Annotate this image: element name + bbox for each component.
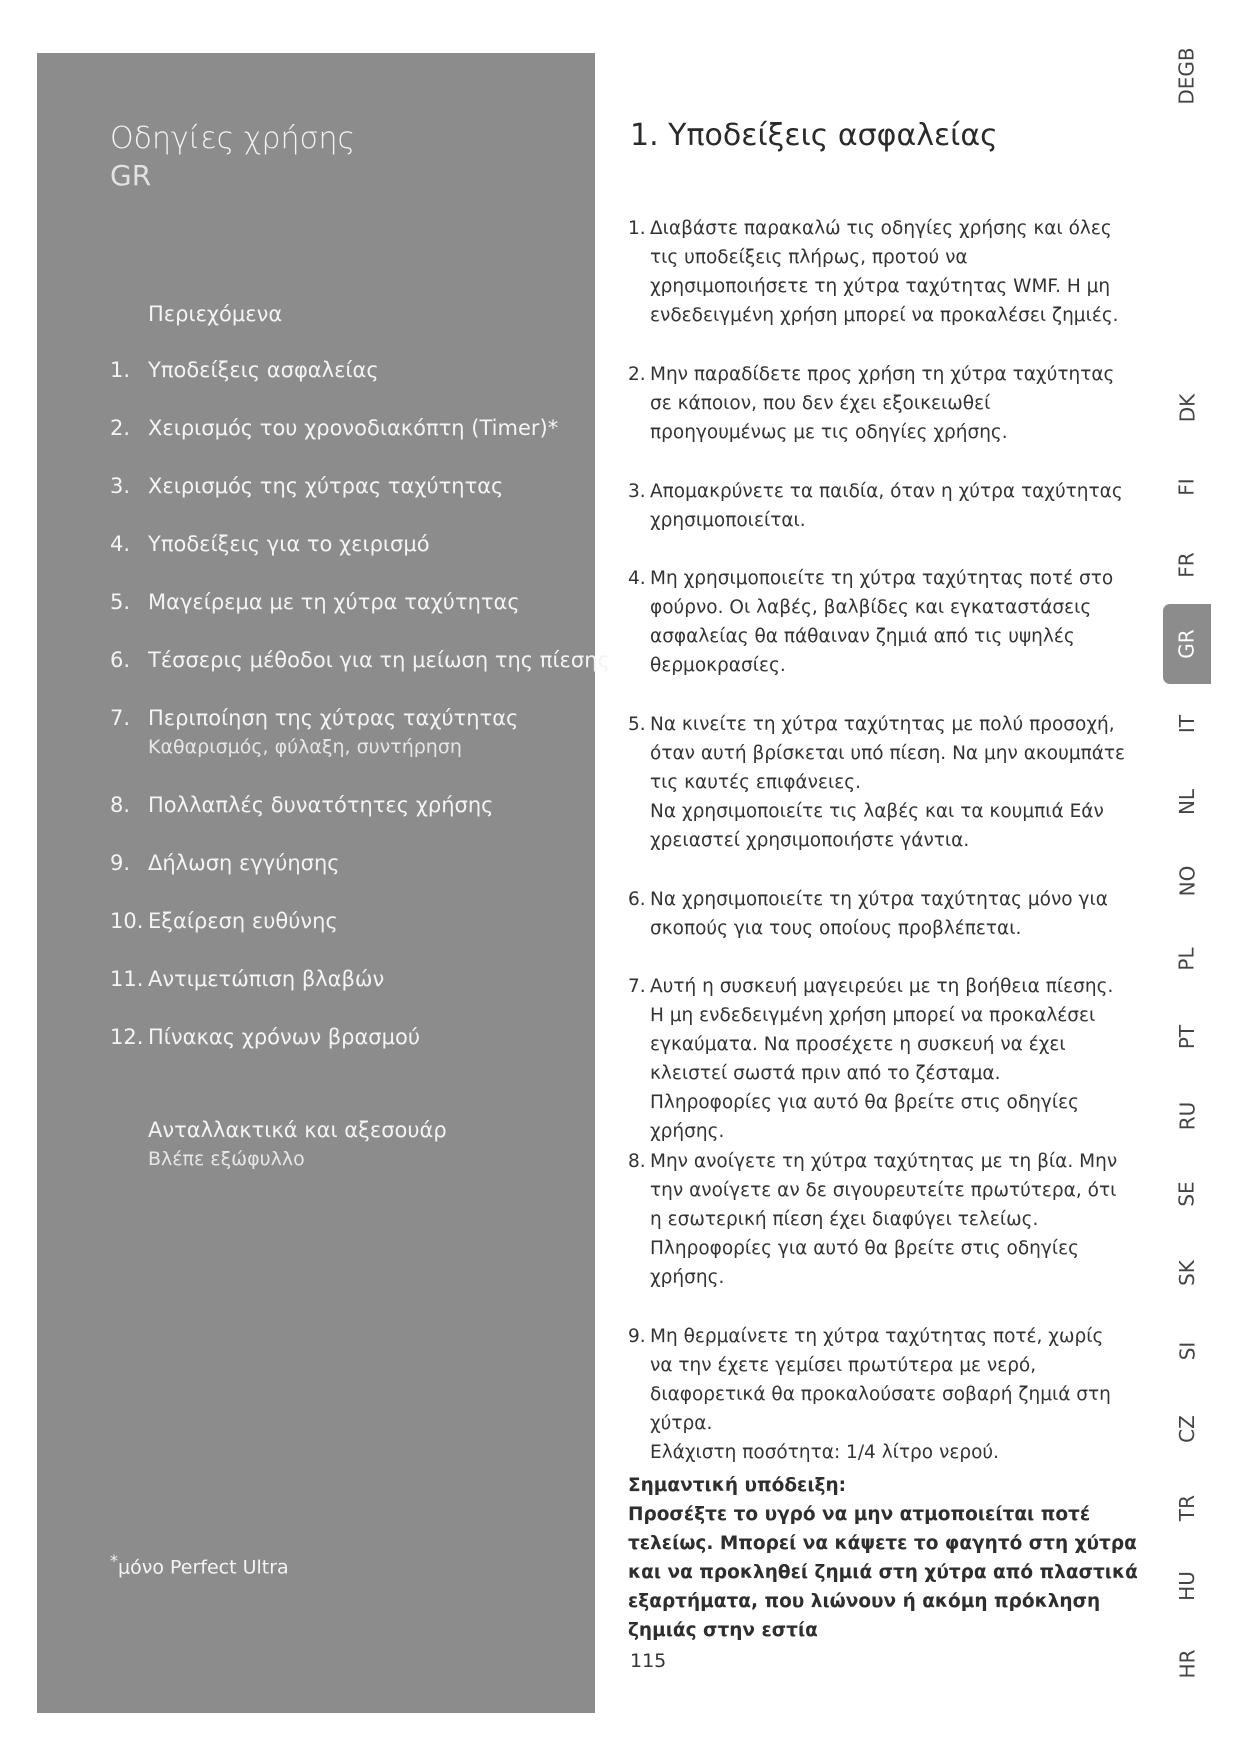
language-tab-label: NL [1174,788,1199,816]
language-tab-label: FI [1175,478,1199,496]
language-tab-nl[interactable] [1163,778,1211,826]
instruction-item [628,972,1128,1146]
language-tab-label: NO [1174,865,1199,897]
toc-item[interactable] [110,648,610,672]
accessories-reference: Βλέπε εξώφυλλο [148,1148,305,1170]
language-tab-label: GR [1175,629,1199,659]
toc-item[interactable] [110,706,518,730]
instruction-text: Μην ανοίγετε τη χύτρα ταχύτητας με τη βία. Μην την ανοίγετε αν δε σιγουρευτείτε πρωτύτερα, ότι η εσωτερική πίεση έχει διαφύγει τελείως. [650,1151,1118,1230]
language-tab-gr[interactable] [1163,604,1211,684]
toc-item[interactable] [110,416,558,440]
language-tab-sk[interactable] [1163,1249,1211,1297]
language-tab-label: SK [1175,1260,1199,1286]
toc-item-label: Εξαίρεση ευθύνης [148,909,338,933]
language-tab-tr[interactable] [1163,1484,1211,1532]
language-tab-hr[interactable] [1163,1640,1211,1688]
toc-item-subtitle: Καθαρισμός, φύλαξη, συντήρηση [148,736,462,758]
toc-item-number: 3. [110,474,131,498]
language-tab-dk[interactable] [1163,384,1211,432]
instruction-number: 8. [628,1151,646,1172]
toc-item[interactable] [110,1025,420,1049]
language-tab-label: PL [1174,947,1199,971]
language-tab-label: PT [1175,1024,1199,1050]
toc-item[interactable] [110,590,520,614]
toc-item-label: Πίνακας χρόνων βρασμού [148,1025,420,1049]
language-tab-pt[interactable] [1163,1013,1211,1061]
language-tab-degb[interactable] [1163,47,1211,105]
instruction-item [628,564,1128,680]
instruction-item [628,885,1128,943]
toc-item-label: Υποδείξεις για το χειρισμό [148,532,430,556]
toc-item[interactable] [110,909,338,933]
instruction-number: 9. [628,1326,646,1347]
footnote [110,1551,289,1578]
instruction-text: Αυτή η συσκευή μαγειρεύει με τη βοήθεια πίεσης. Η μη ενδεδειγμένη χρήση μπορεί να προκαλέσει εγκαύματα. Να προσέχετε η συσκευή να έχει κλειστεί σωστά πριν από το ζέσταμα. Πληροφορίες για αυτό θα βρείτε στις οδηγίες χρήσης. [650,976,1114,1142]
instruction-number: 1. [628,218,646,239]
language-tab-ru[interactable] [1163,1092,1211,1140]
instruction-number: 4. [628,568,646,589]
instruction-text: Διαβάστε παρακαλώ τις οδηγίες χρήσης και όλες τις υποδείξεις πλήρως, προτού να χρησιμοποιήσετε τη χύτρα ταχύτητας WMF. Η μη ενδεδειγμένη χρήση μπορεί να προκαλέσει ζημιές. [650,218,1119,326]
toc-item[interactable] [110,851,340,875]
important-note [628,1471,1138,1645]
instruction-item [628,477,1128,535]
toc-heading: Περιεχόμενα [148,302,283,326]
toc-item[interactable] [110,793,494,817]
instruction-number: 5. [628,714,646,735]
instruction-item [628,360,1128,447]
language-tab-cz[interactable] [1163,1405,1211,1453]
instruction-item [628,1147,1128,1292]
toc-item-number: 9. [110,851,131,875]
toc-item-number: 10. [110,909,144,933]
toc-item[interactable] [110,967,384,991]
contents-panel [37,53,610,1713]
toc-item-label: Τέσσερις μέθοδοι για τη μείωση της πίεσης [148,648,610,672]
toc-item-number: 1. [110,358,131,382]
toc-item-label: Υποδείξεις ασφαλείας [148,358,379,382]
language-tab-hu[interactable] [1163,1562,1211,1610]
important-note-title: Σημαντική υπόδειξη: [628,1475,847,1496]
toc-item-label: Πολλαπλές δυνατότητες χρήσης [148,793,494,817]
page-number: 115 [630,1650,667,1672]
toc-item-label: Αντιμετώπιση βλαβών [148,967,385,991]
language-tab-label: CZ [1174,1415,1199,1443]
accessories-heading: Ανταλλακτικά και αξεσουάρ [148,1118,447,1142]
toc-item[interactable] [110,532,430,556]
instruction-number: 7. [628,976,646,997]
instruction-text-continued: Να χρησιμοποιείτε τις λαβές και τα κουμπιά Εάν χρειαστεί χρησιμοποιήστε γάντια. [650,801,1104,851]
instruction-number: 2. [628,364,646,385]
toc-item-number: 4. [110,532,131,556]
language-tab-label: DK [1174,393,1199,423]
language-tab-label: SE [1175,1181,1199,1207]
footnote-mark: * [110,1551,118,1570]
instruction-item [628,214,1128,330]
language-tab-se[interactable] [1163,1170,1211,1218]
toc-item-number: 8. [110,793,131,817]
toc-item-label: Μαγείρεμα με τη χύτρα ταχύτητας [148,590,520,614]
language-tab-fr[interactable] [1163,541,1211,589]
instruction-number: 6. [628,889,646,910]
important-note-text: Προσέξτε το υγρό να μην ατμοποιείται ποτέ τελείως. Μπορεί να κάψετε το φαγητό στη χύτρα και να προκληθεί ζημιά στη χύτρα από πλαστικά εξαρτήματα, που λιώνουν ή ακόμη πρόκληση ζημιάς στην εστία [628,1504,1138,1641]
language-tab-label: DEGB [1175,47,1200,105]
toc-item-label: Χειρισμός του χρονοδιακόπτη (Timer)* [148,416,559,440]
toc-item-label: Χειρισμός της χύτρας ταχύτητας [148,474,504,498]
toc-item-number: 2. [110,416,131,440]
document-title: Οδηγίες χρήσης [110,121,356,156]
instruction-text: Μην παραδίδετε προς χρήση τη χύτρα ταχύτητας σε κάποιον, που δεν έχει εξοικειωθεί προηγουμένως με τις οδηγίες χρήσης. [650,364,1115,443]
language-tab-pl[interactable] [1163,935,1211,983]
instruction-text: Μη θερμαίνετε τη χύτρα ταχύτητας ποτέ, χωρίς να την έχετε γεμίσει πρωτύτερα με νερό, διαφορετικά θα προκαλούσατε σοβαρή ζημιά στη χύτρα. [650,1326,1111,1434]
toc-item-number: 7. [110,706,131,730]
toc-item-label: Περιποίηση της χύτρας ταχύτητας [148,706,519,730]
instruction-text: Να χρησιμοποιείτε τη χύτρα ταχύτητας μόνο για σκοπούς για τους οποίους προβλέπεται. [650,889,1108,939]
language-tab-label: TR [1175,1494,1199,1522]
language-tab-label: HR [1175,1649,1199,1679]
language-tab-label: IT [1175,714,1199,734]
toc-item-number: 6. [110,648,131,672]
instruction-item [628,710,1128,855]
document-language-code: GR [110,159,152,192]
language-tab-label: FR [1175,552,1199,578]
language-tab-si[interactable] [1163,1327,1211,1375]
instruction-text-continued: Πληροφορίες για αυτό θα βρείτε στις οδηγίες χρήσης. [650,1238,1079,1288]
section-title: 1. Υποδείξεις ασφαλείας [630,118,998,153]
language-tab-fi[interactable] [1163,463,1211,511]
language-tab-label: HU [1175,1571,1199,1601]
toc-item[interactable] [110,474,503,498]
footnote-text: μόνο Perfect Ultra [118,1556,289,1579]
toc-item-label: Δήλωση εγγύησης [148,851,340,875]
instruction-item [628,1322,1128,1467]
instruction-text: Απομακρύνετε τα παιδία, όταν η χύτρα ταχύτητας χρησιμοποιείται. [650,481,1123,531]
toc-item-number: 12. [110,1025,144,1049]
toc-item[interactable] [110,358,379,382]
instruction-text: Να κινείτε τη χύτρα ταχύτητας με πολύ προσοχή, όταν αυτή βρίσκεται υπό πίεση. Να μην ακουμπάτε τις καυτές επιφάνειες. [650,714,1126,793]
toc-item-number: 11. [110,967,144,991]
instruction-text: Μη χρησιμοποιείτε τη χύτρα ταχύτητας ποτέ στο φούρνο. Οι λαβές, βαλβίδες και εγκαταστάσεις ασφαλείας θα πάθαιναν ζημιά από τις υψηλές θερμοκρασίες. [650,568,1114,676]
language-tab-label: RU [1174,1101,1199,1131]
instruction-text-continued: Ελάχιστη ποσότητα: 1/4 λίτρο νερού. [650,1442,999,1463]
language-tab-label: SI [1175,1341,1199,1361]
language-tab-no[interactable] [1163,857,1211,905]
language-tab-it[interactable] [1163,700,1211,748]
toc-item-number: 5. [110,590,131,614]
instruction-number: 3. [628,481,646,502]
